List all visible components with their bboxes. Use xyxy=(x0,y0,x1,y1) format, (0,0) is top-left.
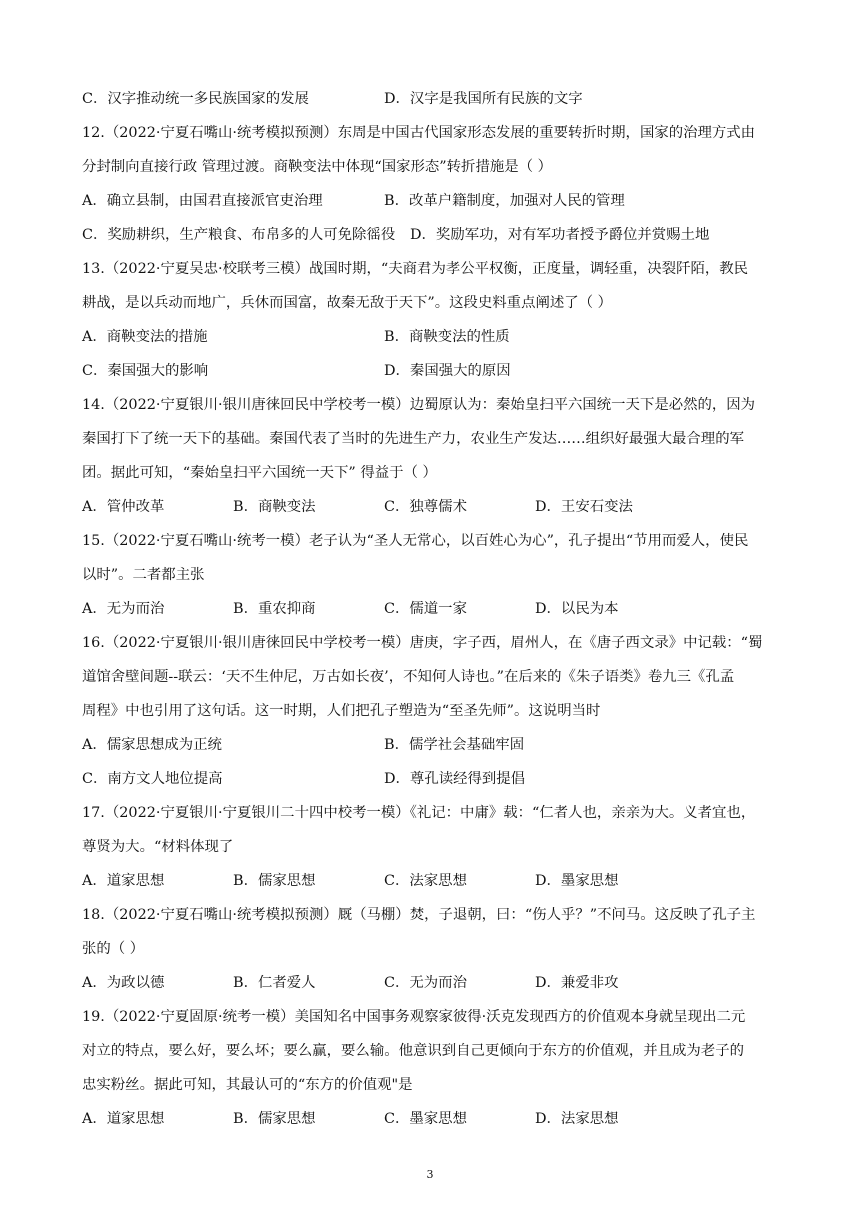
q16-option-a: A．儒家思想成为正统 xyxy=(82,737,222,753)
q13-line-1: 13.（2022·宁夏吴忠·校联考三模）战国时期，“夫商君为孝公平权衡，正度量，调轻重，决裂阡陌，教民 xyxy=(82,261,749,277)
q14-line-3: 团。据此可知，“秦始皇扫平六国统一天下” 得益于（ ） xyxy=(82,465,437,481)
q19-option-a: A．道家思想 xyxy=(82,1111,165,1127)
q18-line-1: 18.（2022·宁夏石嘴山·统考模拟预测）厩（马棚）焚，子退朝，曰：“伤人乎？”不问马。这反映了孔子主 xyxy=(82,907,756,923)
q13-option-a: A．商鞅变法的措施 xyxy=(82,329,208,345)
option-d-prev: D．汉字是我国所有民族的文字 xyxy=(384,91,583,107)
q17-option-a: A．道家思想 xyxy=(82,873,165,889)
q19-option-d: D．法家思想 xyxy=(535,1111,619,1127)
q16-option-d: D．尊孔读经得到提倡 xyxy=(384,771,526,787)
q12-line-2: 分封制向直接行政 管理过渡。商鞅变法中体现“国家形态”转折措施是（ ） xyxy=(82,159,552,175)
q14-option-d: D．王安石变法 xyxy=(535,499,633,515)
q18-option-b: B．仁者爱人 xyxy=(233,975,316,991)
q15-option-a: A．无为而治 xyxy=(82,601,165,617)
q12-line-1: 12.（2022·宁夏石嘴山·统考模拟预测）东周是中国古代国家形态发展的重要转折时期，国家的治理方式由 xyxy=(82,125,756,141)
q14-line-1: 14.（2022·宁夏银川·银川唐徕回民中学校考一模）边蜀原认为：秦始皇扫平六国统一天下是必然的，因为 xyxy=(82,397,756,413)
q14-option-c: C．独尊儒术 xyxy=(384,499,467,515)
q18-option-c: C．无为而治 xyxy=(384,975,467,991)
q19-line-1: 19.（2022·宁夏固原·统考一模）美国知名中国事务观察家彼得·沃克发现西方的价值观本身就呈现出二元 xyxy=(82,1009,746,1025)
q15-option-b: B．重农抑商 xyxy=(233,601,316,617)
q15-option-c: C．儒道一家 xyxy=(384,601,467,617)
q16-line-1: 16.（2022·宁夏银川·银川唐徕回民中学校考一模）唐庚，字子西，眉州人，在《唐子西文录》中记载：“蜀 xyxy=(82,635,763,651)
q16-line-3: 周程》中也引用了这句话。这一时期，人们把孔子塑造为“至圣先师”。这说明当时 xyxy=(82,703,601,719)
q14-line-2: 秦国打下了统一天下的基础。秦国代表了当时的先进生产力，农业生产发达……组织好最强大最合理的军 xyxy=(82,431,744,447)
q12-option-c: C．奖励耕织，生产粮食、布帛多的人可免除徭役 xyxy=(82,227,396,243)
option-c-prev: C．汉字推动统一多民族国家的发展 xyxy=(82,91,309,107)
q18-option-a: A．为政以德 xyxy=(82,975,165,991)
q19-line-3: 忠实粉丝。据此可知，其最认可的“东方的价值观"是 xyxy=(82,1077,413,1093)
q17-option-d: D．墨家思想 xyxy=(535,873,619,889)
q17-option-b: B．儒家思想 xyxy=(233,873,316,889)
q18-option-d: D．兼爱非攻 xyxy=(535,975,619,991)
q17-option-c: C．法家思想 xyxy=(384,873,467,889)
q15-line-2: 以时”。二者都主张 xyxy=(82,567,205,583)
q16-line-2: 道馆舍壁间题--联云：‘天不生仲尼，万古如长夜’，不知何人诗也。”在后来的《朱子语类》卷九三《孔孟 xyxy=(82,669,735,685)
q18-line-2: 张的（ ） xyxy=(82,941,145,957)
q13-option-d: D．秦国强大的原因 xyxy=(384,363,511,379)
q12-option-a: A．确立县制，由国君直接派官吏治理 xyxy=(82,193,323,209)
q13-line-2: 耕战，是以兵动而地广，兵休而国富，故秦无敌于天下”。这段史料重点阐述了（ ） xyxy=(82,295,612,311)
q15-option-d: D．以民为本 xyxy=(535,601,619,617)
q19-option-c: C．墨家思想 xyxy=(384,1111,467,1127)
q17-line-2: 尊贤为大。“材料体现了 xyxy=(82,839,234,855)
q14-option-b: B．商鞅变法 xyxy=(233,499,316,515)
q16-option-b: B．儒学社会基础牢固 xyxy=(384,737,525,753)
q12-option-b: B．改革户籍制度，加强对人民的管理 xyxy=(384,193,625,209)
q13-option-c: C．秦国强大的影响 xyxy=(82,363,209,379)
q19-line-2: 对立的特点，要么好，要么坏；要么赢，要么输。他意识到自己更倾向于东方的价值观，并且成为老子的 xyxy=(82,1043,744,1059)
q14-option-a: A．管仲改革 xyxy=(82,499,165,515)
q19-option-b: B．儒家思想 xyxy=(233,1111,316,1127)
q17-line-1: 17.（2022·宁夏银川·宁夏银川二十四中校考一模）《礼记：中庸》载：“仁者人也，亲亲为大。义者宜也， xyxy=(82,805,756,821)
q15-line-1: 15.（2022·宁夏石嘴山·统考一模）老子认为“圣人无常心，以百姓心为心”，孔子提出“节用而爱人，使民 xyxy=(82,533,749,549)
q16-option-c: C．南方文人地位提高 xyxy=(82,771,223,787)
page-number: 3 xyxy=(426,1168,434,1181)
q12-option-d: D．奖励军功，对有军功者授予爵位并赏赐土地 xyxy=(410,227,710,243)
q13-option-b: B．商鞅变法的性质 xyxy=(384,329,510,345)
